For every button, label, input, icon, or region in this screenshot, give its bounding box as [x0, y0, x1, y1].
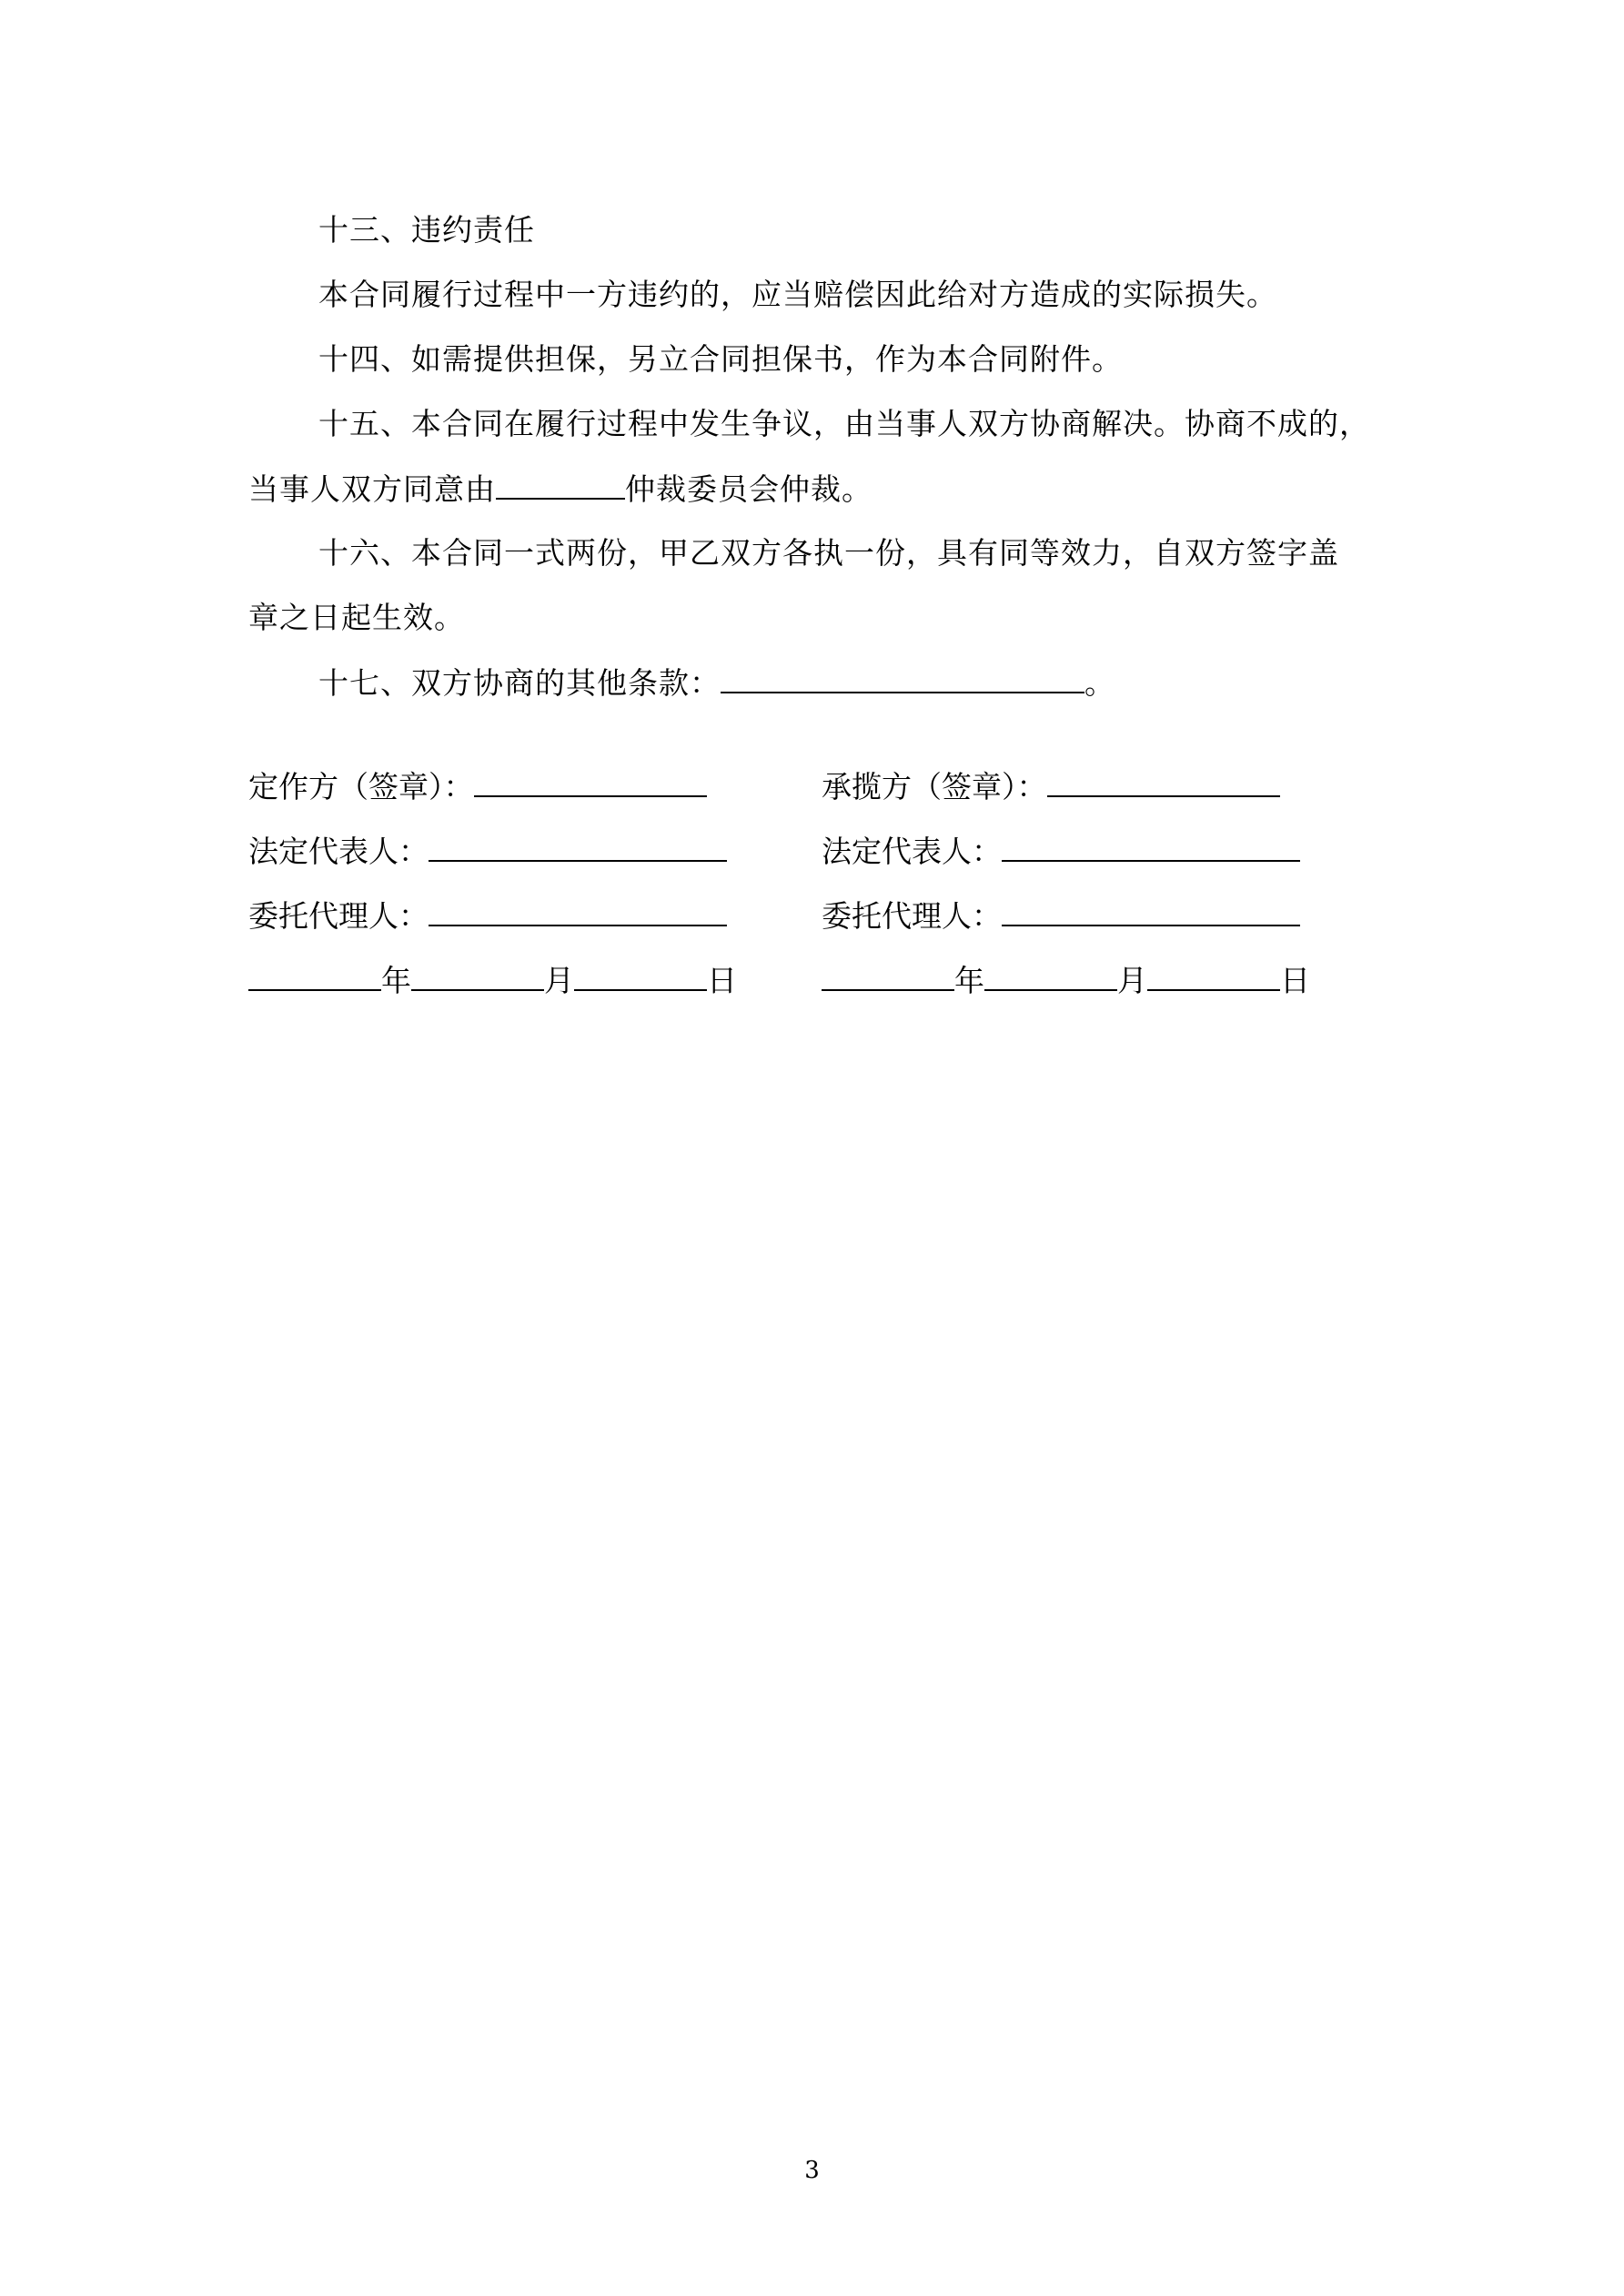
right-party-signature: [822, 766, 1280, 807]
right-legal-rep-label: 法定代表人：: [822, 834, 1002, 869]
section-13-title: 十三、违约责任: [318, 212, 535, 248]
left-day-label: 日: [707, 963, 737, 998]
section-15-text-after: 仲裁委员会仲裁。: [625, 471, 873, 507]
left-party-label: 定作方（签章）：: [248, 769, 474, 804]
section-14: 十四、如需提供担保，另立合同担保书，作为本合同附件。: [318, 341, 1123, 377]
section-17-text: 十七、双方协商的其他条款：: [318, 665, 721, 701]
left-agent: [248, 895, 727, 936]
left-year-blank[interactable]: [248, 960, 381, 991]
left-party-signature-blank[interactable]: [474, 766, 707, 797]
left-legal-rep-blank[interactable]: [429, 831, 727, 862]
left-day-blank[interactable]: [574, 960, 707, 991]
other-terms-blank[interactable]: [721, 663, 1084, 693]
right-party-signature-blank[interactable]: [1047, 766, 1280, 797]
right-date: [822, 960, 1310, 1001]
right-month-label: 月: [1117, 963, 1147, 998]
left-party-signature: [248, 766, 707, 807]
right-agent-label: 委托代理人：: [822, 898, 1002, 934]
left-legal-rep-label: 法定代表人：: [248, 834, 429, 869]
left-date: [248, 960, 737, 1001]
left-year-label: 年: [381, 963, 411, 998]
left-agent-blank[interactable]: [429, 895, 727, 926]
right-agent: [822, 895, 1300, 936]
section-17-end: 。: [1084, 665, 1115, 701]
section-16-line-2: 章之日起生效。: [248, 600, 465, 635]
left-month-blank[interactable]: [411, 960, 544, 991]
section-13-body: 本合同履行过程中一方违约的，应当赔偿因此给对方造成的实际损失。: [318, 277, 1277, 312]
section-16-line-1: 十六、本合同一式两份，甲乙双方各执一份，具有同等效力，自双方签字盖: [318, 535, 1339, 571]
right-legal-rep-blank[interactable]: [1002, 831, 1300, 862]
right-party-label: 承揽方（签章）：: [822, 769, 1047, 804]
right-year-label: 年: [954, 963, 984, 998]
right-legal-rep: [822, 831, 1300, 872]
section-15-line-2: [248, 469, 873, 510]
right-day-label: 日: [1280, 963, 1310, 998]
page-number: 3: [804, 2157, 820, 2184]
section-15-text-before: 当事人双方同意由: [248, 471, 496, 507]
arbitration-committee-blank[interactable]: [496, 469, 625, 500]
section-15-line-1: 十五、本合同在履行过程中发生争议，由当事人双方协商解决。协商不成的，: [318, 406, 1370, 441]
right-year-blank[interactable]: [822, 960, 954, 991]
left-agent-label: 委托代理人：: [248, 898, 429, 934]
right-day-blank[interactable]: [1147, 960, 1280, 991]
section-17: [318, 663, 1115, 703]
left-month-label: 月: [544, 963, 574, 998]
right-month-blank[interactable]: [984, 960, 1117, 991]
right-agent-blank[interactable]: [1002, 895, 1300, 926]
left-legal-rep: [248, 831, 727, 872]
